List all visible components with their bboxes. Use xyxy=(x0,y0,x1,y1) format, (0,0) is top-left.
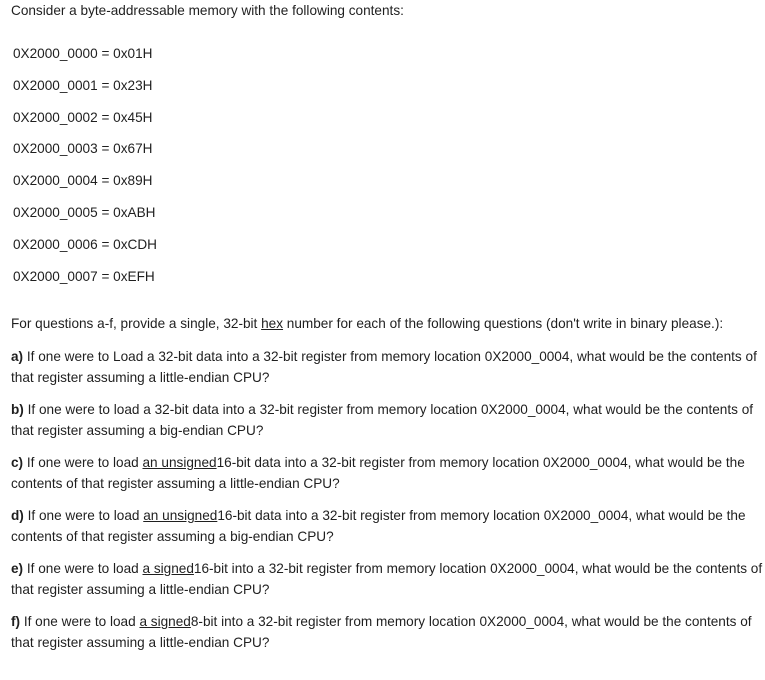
memory-value: 0x89H xyxy=(113,173,153,189)
memory-row: 0X2000_0006 = 0xCDH xyxy=(13,236,157,252)
question-label: d) xyxy=(11,508,24,523)
question-emphasis: a signed xyxy=(139,614,191,629)
question-a xyxy=(11,346,765,388)
question-text-end: 8-bit into a 32-bit register from memory location 0X2000_0004, what would be the contents of that register assuming a little-endian CPU? xyxy=(11,614,752,650)
question-label: a) xyxy=(11,349,24,364)
memory-value: 0xABH xyxy=(113,204,156,220)
memory-contents-list xyxy=(13,44,157,298)
question-d xyxy=(11,505,765,547)
memory-row: 0X2000_0004 = 0x89H xyxy=(13,173,153,189)
question-text: If one were to load xyxy=(23,455,143,470)
memory-row: 0X2000_0000 = 0x01H xyxy=(13,46,153,61)
question-label: b) xyxy=(11,402,24,417)
memory-row: 0X2000_0003 = 0x67H xyxy=(13,141,153,157)
question-e xyxy=(11,558,765,600)
memory-value: 0xCDH xyxy=(113,236,157,252)
memory-value: 0x67H xyxy=(113,141,153,157)
question-text: If one were to load xyxy=(20,614,140,629)
memory-address: 0X2000_0005 xyxy=(13,204,98,220)
memory-row: 0X2000_0005 = 0xABH xyxy=(13,204,156,220)
question-label: c) xyxy=(11,455,24,470)
question-emphasis: an unsigned xyxy=(143,508,218,523)
question-text: If one were to load xyxy=(23,561,143,576)
question-label: e) xyxy=(11,561,24,576)
memory-address: 0X2000_0006 xyxy=(13,236,98,252)
memory-address: 0X2000_0000 xyxy=(13,46,98,61)
questions-intro-text: For questions a-f, provide a single, 32-bit xyxy=(11,316,262,331)
memory-address: 0X2000_0003 xyxy=(13,141,98,157)
questions-intro xyxy=(11,314,765,334)
questions-intro-text-end: number for each of the following questions (don't write in binary please.): xyxy=(283,316,724,331)
memory-address: 0X2000_0001 xyxy=(13,77,98,93)
question-b xyxy=(11,399,765,441)
memory-row: 0X2000_0002 = 0x45H xyxy=(13,109,153,125)
question-text-end: 16-bit data into a 32-bit register from memory location 0X2000_0004, what would be the contents of that register assuming a big-endian CPU? xyxy=(11,508,746,544)
question-emphasis: a signed xyxy=(142,561,194,576)
question-text: If one were to load xyxy=(23,508,144,523)
question-f xyxy=(11,611,765,653)
questions-section xyxy=(11,314,765,664)
memory-value: 0x45H xyxy=(113,109,153,125)
memory-address: 0X2000_0004 xyxy=(13,173,98,189)
memory-value: 0x01H xyxy=(113,46,153,61)
question-text-end: 16-bit data into a 32-bit register from memory location 0X2000_0004, what would be the contents of that register assuming a little-endian CPU? xyxy=(11,455,745,491)
question-c xyxy=(11,452,765,494)
memory-row: 0X2000_0001 = 0x23H xyxy=(13,77,153,93)
memory-address: 0X2000_0002 xyxy=(13,109,98,125)
memory-value: 0x23H xyxy=(113,77,153,93)
intro-text: Consider a byte-addressable memory with the following contents: xyxy=(11,3,404,18)
question-text: If one were to Load a 32-bit data into a 32-bit register from memory location 0X2000_0004, what would be the contents of that register assuming a little-endian CPU? xyxy=(11,349,757,385)
memory-address: 0X2000_0007 xyxy=(13,268,98,284)
questions-intro-emphasis: hex xyxy=(261,316,284,331)
question-text-end: 16-bit into a 32-bit register from memory location 0X2000_0004, what would be the contents of that register assuming a little-endian CPU? xyxy=(11,561,763,597)
question-text: If one were to load a 32-bit data into a 32-bit register from memory location 0X2000_0004, what would be the contents of that register assuming a big-endian CPU? xyxy=(11,402,754,438)
memory-value: 0xEFH xyxy=(113,268,155,284)
memory-row: 0X2000_0007 = 0xEFH xyxy=(13,268,155,284)
question-label: f) xyxy=(11,614,21,629)
question-emphasis: an unsigned xyxy=(142,455,217,470)
